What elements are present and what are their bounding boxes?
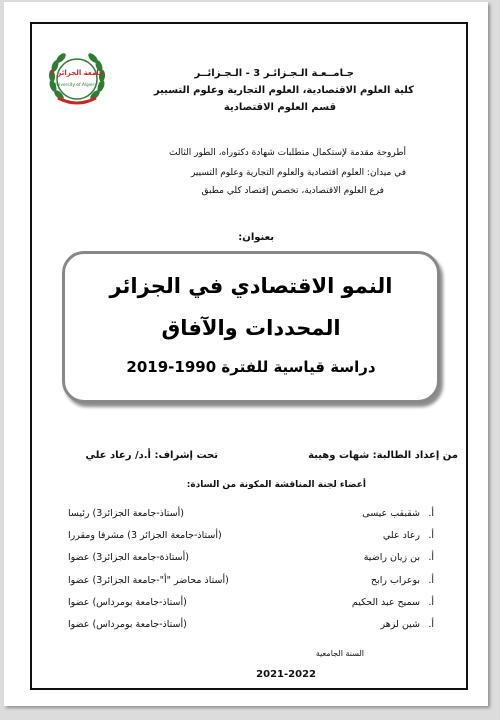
member-prefix: أ.	[428, 575, 434, 586]
member-name: بن زيان راضية	[363, 552, 420, 563]
committee-member	[68, 530, 434, 548]
thesis-info-line1: أطروحة مقدمة لإستكمال متطلبات شهادة دكتوراه، الطور الثالث	[169, 148, 406, 158]
member-name: سميح عبد الحكيم	[351, 597, 420, 608]
title-label: بعنوان:	[238, 232, 274, 243]
member-name: رعاد علي	[382, 530, 420, 541]
university-logo	[44, 46, 110, 112]
thesis-title-box	[62, 251, 440, 403]
supervisor: تحت إشراف: أ.د/ رعاد علي	[85, 450, 218, 461]
member-prefix: أ.	[428, 508, 434, 519]
member-prefix: أ.	[428, 597, 434, 608]
member-prefix: أ.	[428, 552, 434, 563]
academic-year: 2021-2022	[256, 669, 316, 680]
member-role: (أستاذ محاضر "أ"-جامعة الجزائر3) عضوا	[68, 575, 229, 586]
academic-year-label: السنة الجامعية	[315, 649, 364, 658]
committee-member	[68, 619, 434, 637]
university-name: جـامــعـة الـجـزائـر 3 - الـجـزائــر	[194, 68, 354, 79]
thesis-title-line2: المحددات والآفاق	[161, 316, 341, 340]
thesis-info-line3: فرع العلوم الاقتصادية، تخصص إقتصاد كلي مطبق	[201, 186, 384, 196]
committee-title: أعضاء لجنة المناقشة المكونة من السادة:	[186, 480, 366, 490]
cover-frame	[30, 22, 468, 690]
member-role: (أستاذ-جامعة الجزائر3) رئيسا	[68, 508, 184, 519]
member-name: شين لزهر	[380, 619, 420, 630]
document-page	[4, 2, 488, 706]
committee-member	[68, 597, 434, 615]
thesis-title-line1: النمو الاقتصادي في الجزائر	[109, 274, 393, 298]
logo-arabic-text: جامعة الجزائر 3	[50, 69, 104, 77]
member-role: (أستاذ-جامعة بومرداس) عضوا	[68, 619, 187, 630]
faculty-name: كلية العلوم الاقتصادية، العلوم التجارية وعلوم التسيير	[153, 85, 414, 96]
logo-english-text: University of Algiers 3	[53, 83, 101, 88]
committee-member	[68, 552, 434, 570]
thesis-title-line3: دراسة قياسية للفترة 1990-2019	[126, 358, 376, 376]
laurel-seal-icon	[44, 46, 110, 112]
department-name: قسم العلوم الاقتصادية	[223, 102, 336, 113]
member-prefix: أ.	[428, 530, 434, 541]
member-prefix: أ.	[428, 619, 434, 630]
member-role: (أستاذ-جامعة الجزائر 3) مشرفا ومقررا	[68, 530, 222, 541]
committee-member	[68, 508, 434, 526]
member-role: (أستاذة-جامعة الجزائر3) عضوا	[68, 552, 189, 563]
member-name: بوعراب رابح	[370, 575, 420, 586]
member-name: شقبقب عيسى	[362, 508, 420, 519]
committee-member	[68, 575, 434, 593]
member-role: (أستاذ-جامعة بومرداس) عضوا	[68, 597, 187, 608]
prepared-by: من إعداد الطالبة: شهات وهيبة	[308, 450, 458, 461]
thesis-info-line2: في ميدان: العلوم اقتصادية والعلوم التجارية وعلوم التسيير	[190, 168, 406, 178]
